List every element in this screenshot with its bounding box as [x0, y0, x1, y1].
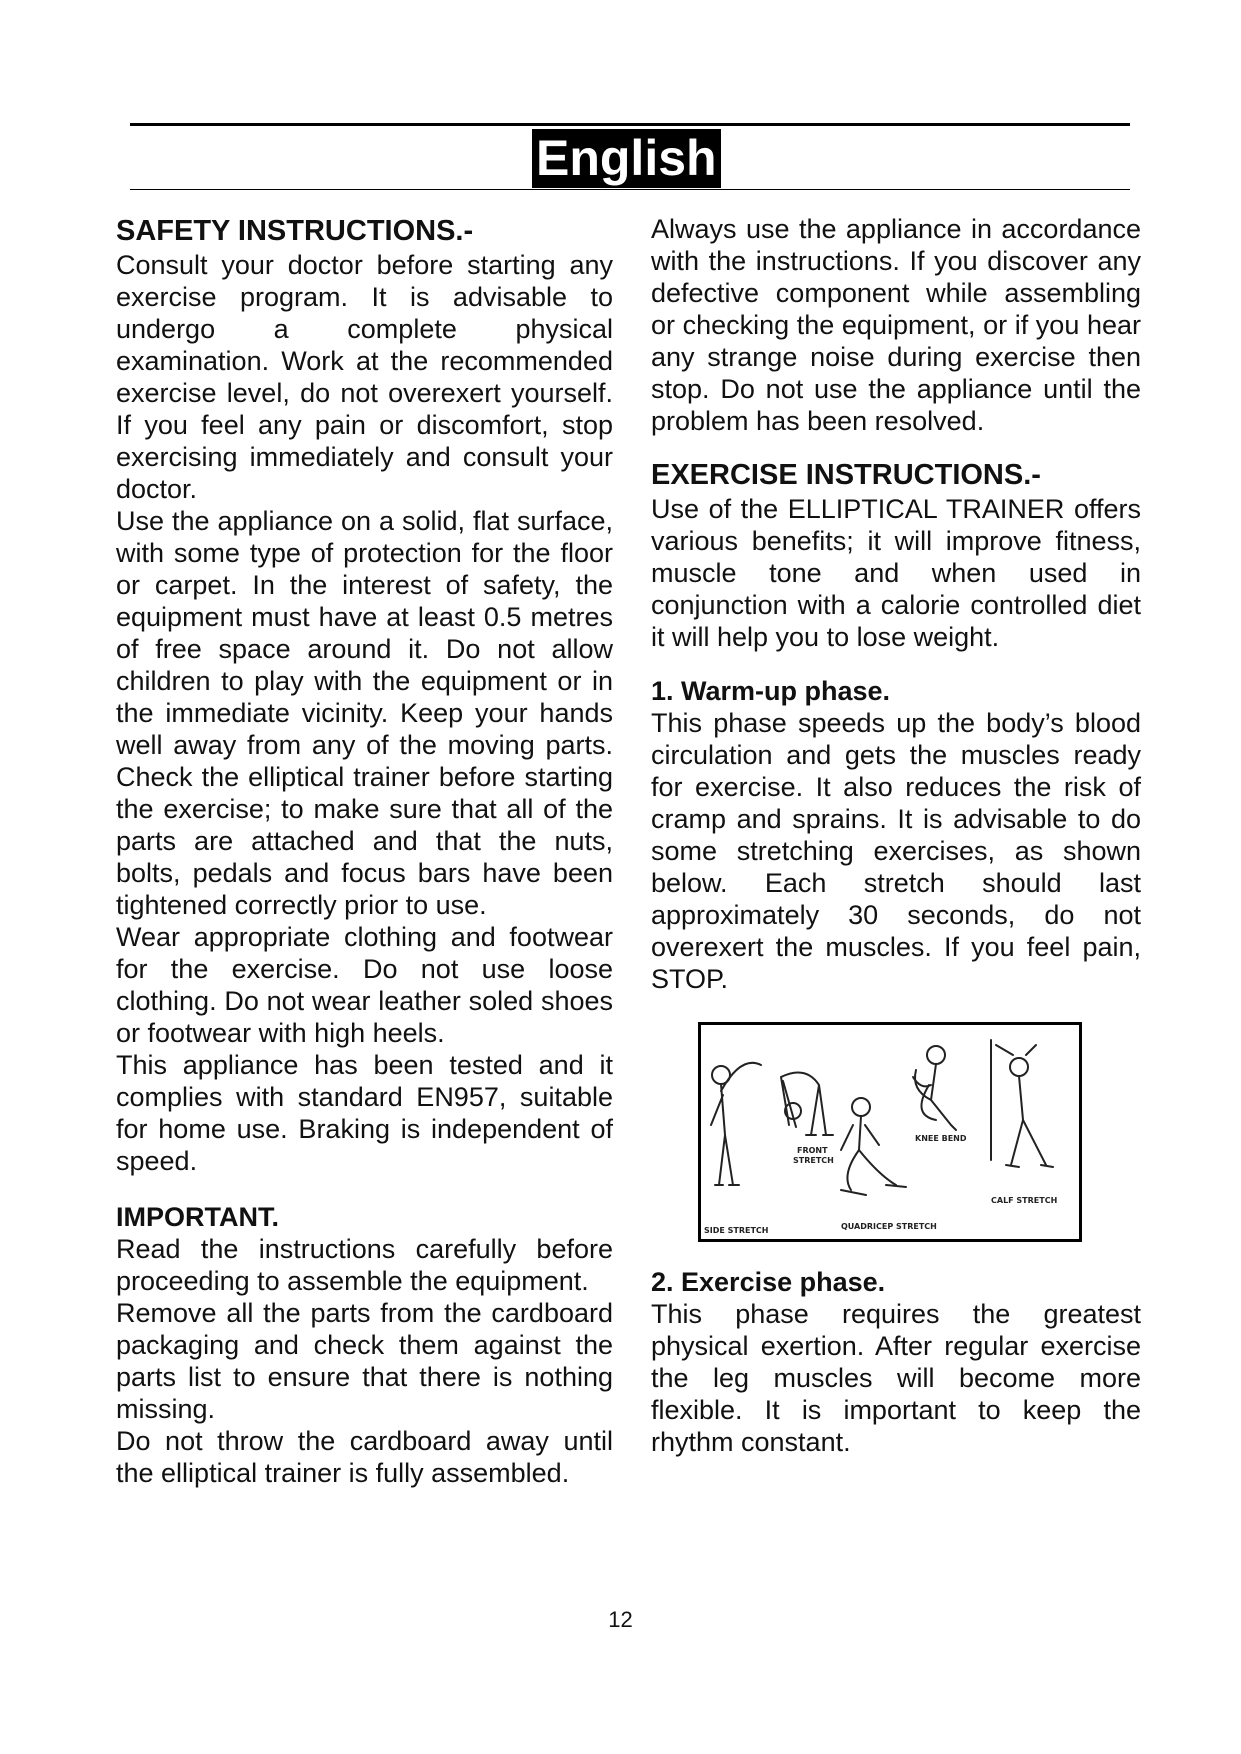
quadricep-stretch-figure [841, 1098, 906, 1195]
front-stretch-label-1: FRONT [797, 1146, 828, 1155]
side-stretch-figure [711, 1063, 761, 1185]
important-paragraph: Read the instructions carefully before proceeding to assemble the equipment. [116, 1234, 613, 1296]
safety-paragraph: Use the appliance on a solid, flat surface, with some type of protection for the floor or carpet. In the interest of safety, the equipment must have at least 0.5 metres of free space around it. Do not allow children to play with the equipment or in the immediate vicinity. Keep your hands well away from any of the moving parts. Check the elliptical trainer before starting the exercise; to make sure that all of the parts are attached and that the nuts, bolts, pedals and focus bars have been tightened correctly prior to use. [116, 506, 613, 920]
side-stretch-label: SIDE STRETCH [704, 1226, 769, 1235]
right-column [651, 213, 1141, 1458]
important-paragraph: Remove all the parts from the cardboard packaging and check them against the parts list to ensure that there is nothing missing. [116, 1298, 613, 1424]
intro-paragraph: Always use the appliance in accordance with the instructions. If you discover any defective component while assembling or checking the equipment, or if you hear any strange noise during exercise then stop. Do not use the appliance until the problem has been resolved. [651, 214, 1141, 436]
safety-paragraph: Consult your doctor before starting any exercise program. It is advisable to undergo a complete physical examination. Work at the recommended exercise level, do not overexert yourself. If you feel any pain or discomfort, stop exercising immediately and consult your doctor. [116, 250, 613, 504]
warmup-title: 1. Warm-up phase. [651, 676, 891, 706]
important-paragraph: Do not throw the cardboard away until the elliptical trainer is fully assembled. [116, 1426, 613, 1488]
calf-stretch-label: CALF STRETCH [991, 1196, 1058, 1205]
header-rule-top [130, 123, 1130, 126]
exercise-phase-title: 2. Exercise phase. [651, 1267, 886, 1297]
important-title: IMPORTANT. [116, 1202, 279, 1232]
stretch-illustration [698, 1022, 1082, 1242]
front-stretch-label-2: STRETCH [793, 1156, 834, 1165]
left-column [116, 213, 613, 1489]
knee-bend-figure [913, 1046, 956, 1130]
page-number: 12 [608, 1607, 633, 1632]
exercise-title: EXERCISE INSTRUCTIONS.- [651, 459, 1041, 491]
header-rule-bottom [130, 189, 1130, 190]
safety-paragraph: Wear appropriate clothing and footwear for the exercise. Do not use loose clothing. Do not wear leather soled shoes or footwear with high heels. [116, 922, 613, 1048]
exercise-phase-paragraph: This phase requires the greatest physical exertion. After regular exercise the leg muscles will become more flexible. It is important to keep the rhythm constant. [651, 1299, 1141, 1457]
knee-bend-label: KNEE BEND [915, 1134, 967, 1143]
stretch-figures [701, 1025, 1079, 1239]
quadricep-stretch-label: QUADRICEP STRETCH [841, 1222, 937, 1231]
exercise-paragraph: Use of the ELLIPTICAL TRAINER offers various benefits; it will improve fitness, muscle tone and when used in conjunction with a calorie controlled diet it will help you to lose weight. [651, 494, 1141, 652]
safety-title: SAFETY INSTRUCTIONS.- [116, 215, 474, 247]
front-stretch-figure [781, 1073, 833, 1136]
warmup-paragraph: This phase speeds up the body’s blood circulation and gets the muscles ready for exercise. It also reduces the risk of cramp and sprains. It is advisable to do some stretching exercises, as shown below. Each stretch should last approximately 30 seconds, do not overexert the muscles. If you feel pain, STOP. [651, 708, 1141, 994]
safety-paragraph: This appliance has been tested and it complies with standard EN957, suitable for home use. Braking is independent of speed. [116, 1050, 613, 1176]
language-badge: English [532, 129, 721, 188]
calf-stretch-figure [991, 1040, 1053, 1167]
